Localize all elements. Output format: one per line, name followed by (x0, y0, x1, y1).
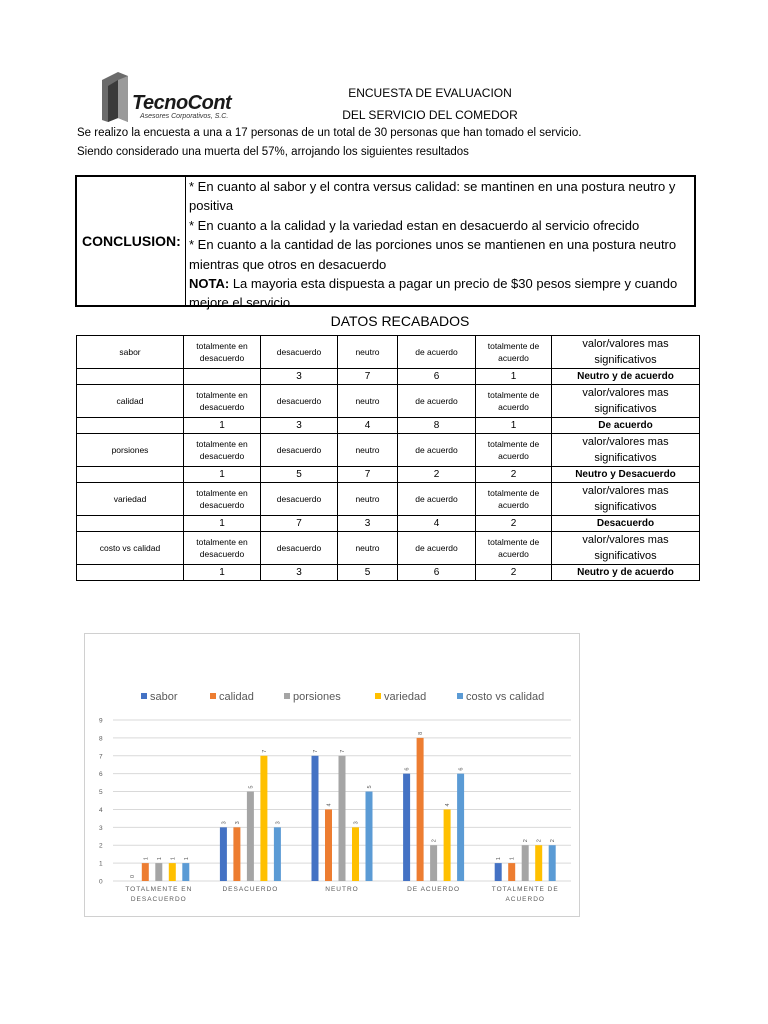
bar-chart (85, 634, 579, 916)
survey-table (76, 335, 700, 581)
note-label: NOTA: (189, 276, 230, 292)
data-label: 3 (275, 821, 282, 825)
bar (325, 809, 332, 881)
value-cell: 3 (261, 418, 338, 434)
value-cell: 1 (184, 418, 261, 434)
intro-line2: Siendo considerado una muerta del 57%, arrojando los siguientes resultados (77, 146, 469, 158)
value-cell: 4 (338, 418, 398, 434)
row-label: porsiones (77, 434, 184, 467)
table-value-row (77, 565, 700, 581)
legend-label: variedad (384, 691, 427, 703)
column-header: totalmente en desacuerdo (184, 434, 261, 467)
y-tick-label: 1 (99, 860, 103, 868)
legend-label: calidad (219, 691, 254, 703)
bar (274, 827, 281, 881)
table-value-row (77, 516, 700, 532)
table-header-row (77, 434, 700, 467)
legend-label: costo vs calidad (466, 691, 545, 703)
value-cell: 3 (261, 369, 338, 385)
conclusion-point: * En cuanto a la cantidad de las porciones unos se mantienen en una postura neutro mientras que otros en desacuerdo (189, 237, 677, 272)
column-header: totalmente de acuerdo (476, 434, 552, 467)
data-label: 6 (458, 767, 465, 771)
data-label: 0 (129, 874, 136, 878)
empty-cell (77, 565, 184, 581)
conclusion-body (189, 177, 694, 313)
bar (535, 845, 542, 881)
note-text: La mayoria esta dispuesta a pagar un precio de $30 pesos siempre y cuando mejore el servicio (189, 276, 678, 311)
result-cell: Neutro y de acuerdo (552, 565, 700, 581)
data-label: 7 (313, 749, 319, 753)
bar (339, 756, 346, 881)
x-tick-label: TOTALMENTE DE (491, 886, 559, 893)
table-value-row (77, 418, 700, 434)
bar (260, 756, 267, 881)
bar (522, 845, 529, 881)
value-cell: 3 (338, 516, 398, 532)
column-header: neutro (338, 385, 398, 418)
bar (182, 863, 189, 881)
conclusion-divider (185, 177, 186, 305)
logo-brand: TecnoCont (132, 92, 232, 114)
data-label: 2 (431, 839, 438, 843)
bar (495, 863, 502, 881)
column-header: totalmente de acuerdo (476, 385, 552, 418)
column-header: neutro (338, 434, 398, 467)
empty-cell (77, 369, 184, 385)
value-cell (184, 369, 261, 385)
data-label: 3 (234, 821, 241, 825)
bar (169, 863, 176, 881)
data-label: 1 (143, 857, 150, 861)
conclusion-label: CONCLUSION: (82, 233, 181, 249)
data-label: 6 (404, 767, 411, 771)
empty-cell (77, 516, 184, 532)
value-cell: 2 (476, 516, 552, 532)
bar (430, 845, 437, 881)
x-tick-label: DESACUERDO (130, 896, 187, 903)
conclusion-note (189, 274, 694, 313)
value-cell: 6 (398, 369, 476, 385)
y-tick-label: 3 (99, 824, 103, 832)
legend-swatch (457, 693, 463, 699)
value-cell: 7 (261, 516, 338, 532)
bar (220, 827, 227, 881)
conclusion-point: * En cuanto al sabor y el contra versus calidad: se mantinen en una postura neutro y positiva (189, 179, 676, 214)
column-header: valor/valores mas significativos (552, 434, 700, 467)
chart-container (84, 633, 580, 917)
value-cell: 1 (184, 467, 261, 483)
value-cell: 8 (398, 418, 476, 434)
row-label: variedad (77, 483, 184, 516)
empty-cell (77, 467, 184, 483)
y-tick-label: 4 (99, 806, 103, 814)
bar (549, 845, 556, 881)
row-label: sabor (77, 336, 184, 369)
data-label: 1 (496, 857, 503, 861)
bar (417, 738, 424, 881)
value-cell: 3 (261, 565, 338, 581)
column-header: de acuerdo (398, 385, 476, 418)
data-label: 2 (550, 839, 557, 843)
column-header: de acuerdo (398, 434, 476, 467)
column-header: totalmente en desacuerdo (184, 532, 261, 565)
data-label: 1 (170, 857, 177, 861)
legend-swatch (284, 693, 290, 699)
row-label: calidad (77, 385, 184, 418)
data-label: 1 (156, 857, 163, 861)
datos-title: DATOS RECABADOS (330, 313, 470, 329)
column-header: de acuerdo (398, 336, 476, 369)
legend-swatch (210, 693, 216, 699)
y-tick-label: 7 (99, 753, 103, 761)
x-tick-label: TOTALMENTE EN (125, 886, 193, 893)
table-header-row (77, 336, 700, 369)
data-label: 2 (523, 839, 530, 843)
result-cell: Neutro y Desacuerdo (552, 467, 700, 483)
bar (142, 863, 149, 881)
column-header: neutro (338, 532, 398, 565)
data-label: 5 (367, 785, 373, 789)
bar (508, 863, 515, 881)
table-header-row (77, 532, 700, 565)
column-header: totalmente de acuerdo (476, 483, 552, 516)
column-header: desacuerdo (261, 434, 338, 467)
intro-line1: Se realizo la encuesta a una a 17 personas de un total de 30 personas que han tomado el servicio. (77, 127, 582, 139)
value-cell: 7 (338, 369, 398, 385)
value-cell: 4 (398, 516, 476, 532)
y-tick-label: 9 (99, 717, 103, 725)
value-cell: 2 (476, 565, 552, 581)
x-tick-label: NEUTRO (325, 886, 359, 893)
x-tick-label: DE ACUERDO (407, 886, 461, 893)
value-cell: 1 (184, 565, 261, 581)
column-header: desacuerdo (261, 532, 338, 565)
x-tick-label: DESACUERDO (222, 886, 279, 893)
column-header: valor/valores mas significativos (552, 385, 700, 418)
conclusion-box (75, 175, 696, 311)
bar (403, 774, 410, 881)
data-label: 2 (536, 839, 543, 843)
column-header: neutro (338, 483, 398, 516)
data-label: 4 (326, 803, 333, 807)
y-tick-label: 5 (99, 789, 103, 797)
table-header-row (77, 483, 700, 516)
column-header: totalmente en desacuerdo (184, 483, 261, 516)
logo-mark-icon (100, 72, 130, 124)
result-cell: De acuerdo (552, 418, 700, 434)
row-label: costo vs calidad (77, 532, 184, 565)
column-header: totalmente en desacuerdo (184, 336, 261, 369)
data-label: 3 (221, 821, 228, 825)
bar (312, 756, 319, 881)
table-value-row (77, 467, 700, 483)
value-cell: 6 (398, 565, 476, 581)
column-header: desacuerdo (261, 336, 338, 369)
document-title-line2: DEL SERVICIO DEL COMEDOR (342, 108, 518, 122)
column-header: desacuerdo (261, 483, 338, 516)
data-label: 7 (340, 749, 346, 753)
column-header: totalmente en desacuerdo (184, 385, 261, 418)
legend-swatch (375, 693, 381, 699)
legend-label: porsiones (293, 691, 341, 703)
value-cell: 2 (398, 467, 476, 483)
value-cell: 7 (338, 467, 398, 483)
column-header: neutro (338, 336, 398, 369)
column-header: totalmente de acuerdo (476, 336, 552, 369)
bar (366, 792, 373, 881)
x-tick-label: ACUERDO (505, 896, 545, 903)
column-header: valor/valores mas significativos (552, 532, 700, 565)
column-header: desacuerdo (261, 385, 338, 418)
data-label: 1 (183, 857, 190, 861)
conclusion-point: * En cuanto a la calidad y la variedad estan en desacuerdo al servicio ofrecido (189, 217, 640, 233)
value-cell: 5 (338, 565, 398, 581)
bar (247, 792, 254, 881)
company-logo (96, 70, 242, 126)
result-cell: Desacuerdo (552, 516, 700, 532)
value-cell: 2 (476, 467, 552, 483)
bar (352, 827, 359, 881)
logo-subtitle: Asesores Corporativos, S.C. (140, 113, 229, 120)
empty-cell (77, 418, 184, 434)
legend-label: sabor (150, 691, 178, 703)
document-title-line1: ENCUESTA DE EVALUACION (348, 86, 512, 100)
column-header: totalmente de acuerdo (476, 532, 552, 565)
data-label: 3 (353, 821, 360, 825)
value-cell: 1 (184, 516, 261, 532)
y-tick-label: 6 (99, 771, 103, 779)
y-tick-label: 8 (99, 735, 103, 743)
column-header: de acuerdo (398, 483, 476, 516)
value-cell: 1 (476, 369, 552, 385)
bar (233, 827, 240, 881)
column-header: de acuerdo (398, 532, 476, 565)
column-header: valor/valores mas significativos (552, 336, 700, 369)
bar (457, 774, 464, 881)
data-label: 5 (248, 785, 255, 789)
bar (155, 863, 162, 881)
data-label: 8 (418, 731, 425, 735)
result-cell: Neutro y de acuerdo (552, 369, 700, 385)
legend-swatch (141, 693, 147, 699)
value-cell: 5 (261, 467, 338, 483)
table-header-row (77, 385, 700, 418)
y-tick-label: 0 (99, 878, 103, 886)
value-cell: 1 (476, 418, 552, 434)
data-label: 4 (445, 803, 452, 807)
data-label: 7 (261, 749, 268, 753)
table-value-row (77, 369, 700, 385)
y-tick-label: 2 (99, 842, 103, 850)
data-label: 1 (509, 857, 516, 861)
column-header: valor/valores mas significativos (552, 483, 700, 516)
bar (444, 809, 451, 881)
